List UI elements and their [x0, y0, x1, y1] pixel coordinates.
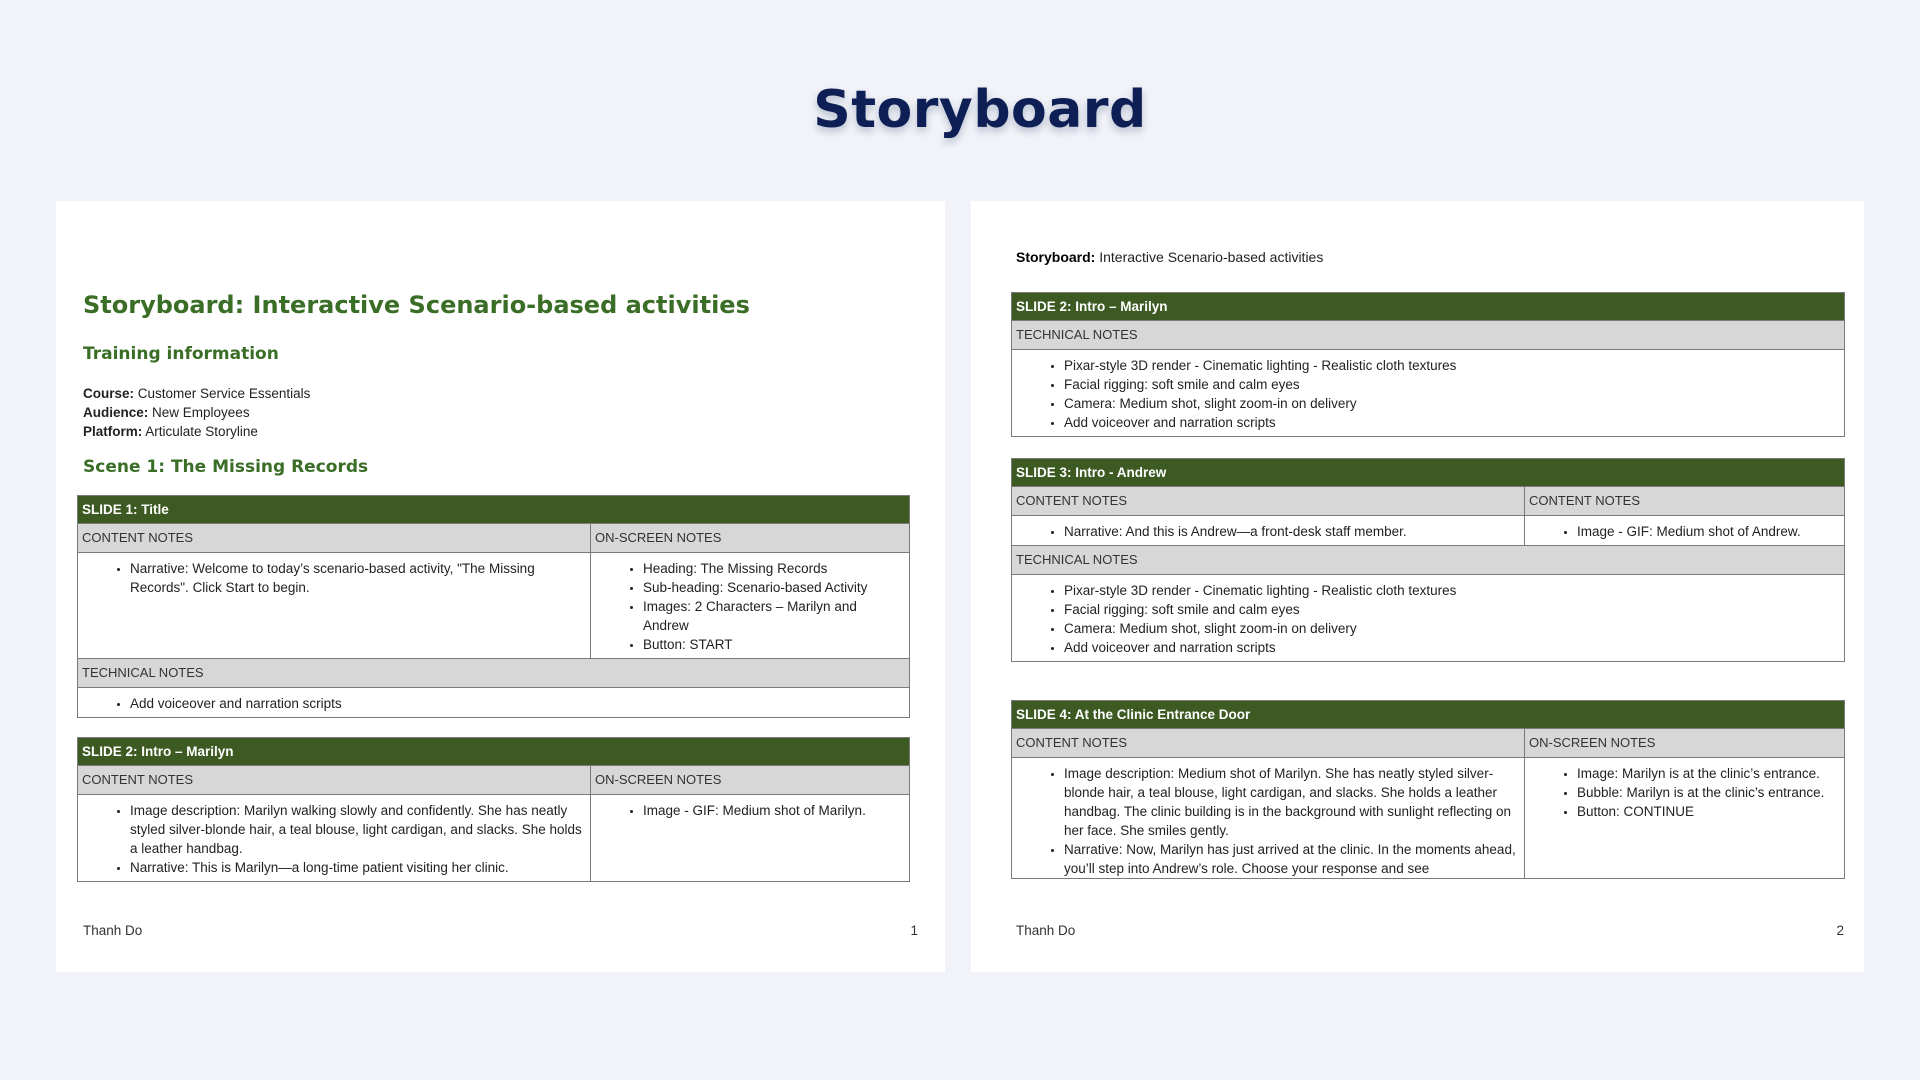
bullet-list — [1525, 758, 1844, 825]
list-item: • Narrative: Welcome to today’s scenario-based activity, "The Missing Records". Click Start to begin. — [130, 559, 582, 597]
table-row — [1012, 486, 1844, 545]
technical-notes-cell — [1012, 546, 1844, 661]
list-item: • Image: Marilyn is at the clinic’s entrance. — [1577, 764, 1836, 783]
column-label: CONTENT NOTES — [1012, 487, 1524, 516]
onscreen-notes-cell — [1524, 729, 1844, 878]
table-row — [1012, 545, 1844, 661]
bullet-list — [1012, 350, 1844, 436]
page-number: 1 — [910, 923, 918, 938]
document-title: Storyboard: Interactive Scenario-based activities — [83, 291, 750, 319]
slide-2-table — [77, 737, 910, 882]
slide-3-table — [1011, 458, 1845, 662]
info-platform: Platform: Articulate Storyline — [83, 424, 258, 439]
page-title: Storyboard — [813, 80, 1147, 140]
list-item: • Add voiceover and narration scripts — [1064, 638, 1836, 657]
table-row — [1012, 320, 1844, 436]
running-header: Storyboard: Interactive Scenario-based activities — [1016, 249, 1324, 265]
onscreen-notes-cell — [590, 766, 909, 881]
list-item: • Image - GIF: Medium shot of Andrew. — [1577, 522, 1836, 541]
column-label: ON-SCREEN NOTES — [1525, 729, 1844, 758]
scene-heading: Scene 1: The Missing Records — [83, 457, 369, 477]
list-item: • Camera: Medium shot, slight zoom-in on delivery — [1064, 619, 1836, 638]
table-row — [78, 765, 909, 881]
column-label: ON-SCREEN NOTES — [591, 766, 909, 795]
training-info-list — [83, 384, 310, 441]
bullet-list — [78, 553, 590, 654]
bullet-list — [78, 795, 590, 881]
page-number: 2 — [1836, 923, 1844, 938]
slide-header: SLIDE 1: Title — [78, 496, 909, 523]
list-item: • Heading: The Missing Records — [643, 559, 901, 578]
onscreen-notes-cell — [590, 524, 909, 658]
document-page-1 — [56, 201, 945, 972]
list-item: • Image description: Medium shot of Marilyn. She has neatly styled silver-blonde hair, a teal blouse, light cardigan, and slacks. She holds a leather handbag. The clinic building is in the background with sunlight reflecting on her face. She smiles gently. — [1064, 764, 1516, 840]
bullet-list — [1012, 575, 1844, 661]
list-item: • Images: 2 Characters – Marilyn and Andrew — [643, 597, 901, 635]
table-row — [78, 523, 909, 658]
slide-header: SLIDE 2: Intro – Marilyn — [78, 738, 909, 765]
bullet-list — [1525, 516, 1844, 545]
slide-2-continued-table — [1011, 292, 1845, 437]
list-item: • Image description: Marilyn walking slowly and confidently. She has neatly styled silver-blonde hair, a teal blouse, light cardigan, and slacks. She holds a leather handbag. — [130, 801, 582, 858]
list-item: • Pixar-style 3D render - Cinematic lighting - Realistic cloth textures — [1064, 581, 1836, 600]
technical-notes-cell — [78, 659, 909, 717]
column-label: CONTENT NOTES — [78, 766, 590, 795]
bullet-list — [1012, 516, 1524, 545]
bullet-list — [591, 553, 909, 658]
info-audience: Audience: New Employees — [83, 405, 250, 420]
column-label: TECHNICAL NOTES — [78, 659, 909, 688]
bullet-list — [1012, 758, 1524, 878]
footer-author: Thanh Do — [83, 923, 143, 938]
bullet-list — [591, 795, 909, 824]
column-label: TECHNICAL NOTES — [1012, 321, 1844, 350]
column-label: CONTENT NOTES — [1525, 487, 1844, 516]
slide-header: SLIDE 2: Intro – Marilyn — [1012, 293, 1844, 320]
list-item: • Add voiceover and narration scripts — [130, 694, 901, 713]
list-item: • Pixar-style 3D render - Cinematic lighting - Realistic cloth textures — [1064, 356, 1836, 375]
column-label: ON-SCREEN NOTES — [591, 524, 909, 553]
table-row — [78, 658, 909, 717]
list-item: • Narrative: This is Marilyn—a long-time patient visiting her clinic. — [130, 858, 582, 877]
slide-1-table — [77, 495, 910, 718]
document-page-2 — [971, 201, 1864, 972]
content-notes-cell — [1012, 729, 1524, 878]
footer-author: Thanh Do — [1016, 923, 1076, 938]
list-item: • Add voiceover and narration scripts — [1064, 413, 1836, 432]
content-notes-cell — [78, 524, 590, 658]
list-item: • Camera: Medium shot, slight zoom-in on delivery — [1064, 394, 1836, 413]
technical-notes-cell — [1012, 321, 1844, 436]
content-notes-cell — [1012, 487, 1524, 545]
column-label: CONTENT NOTES — [78, 524, 590, 553]
slide-header: SLIDE 3: Intro - Andrew — [1012, 459, 1844, 486]
list-item: • Narrative: And this is Andrew—a front-desk staff member. — [1064, 522, 1516, 541]
list-item: • Facial rigging: soft smile and calm eyes — [1064, 375, 1836, 394]
content-notes-cell — [78, 766, 590, 881]
column-label: CONTENT NOTES — [1012, 729, 1524, 758]
list-item: • Image - GIF: Medium shot of Marilyn. — [643, 801, 901, 820]
table-row — [1012, 728, 1844, 878]
list-item: • Button: CONTINUE — [1577, 802, 1836, 821]
content-notes-cell-2 — [1524, 487, 1844, 545]
list-item: • Bubble: Marilyn is at the clinic’s entrance. — [1577, 783, 1836, 802]
list-item: • Facial rigging: soft smile and calm eyes — [1064, 600, 1836, 619]
list-item: • Sub-heading: Scenario-based Activity — [643, 578, 901, 597]
info-course: Course: Customer Service Essentials — [83, 386, 311, 401]
slide-4-table — [1011, 700, 1845, 879]
slide-header: SLIDE 4: At the Clinic Entrance Door — [1012, 701, 1844, 728]
list-item: • Narrative: Now, Marilyn has just arrived at the clinic. In the moments ahead, you’ll step into Andrew’s role. Choose your response and see — [1064, 840, 1516, 878]
bullet-list — [78, 688, 909, 717]
section-heading-training-information: Training information — [83, 344, 279, 364]
column-label: TECHNICAL NOTES — [1012, 546, 1844, 575]
list-item: • Button: START — [643, 635, 901, 654]
